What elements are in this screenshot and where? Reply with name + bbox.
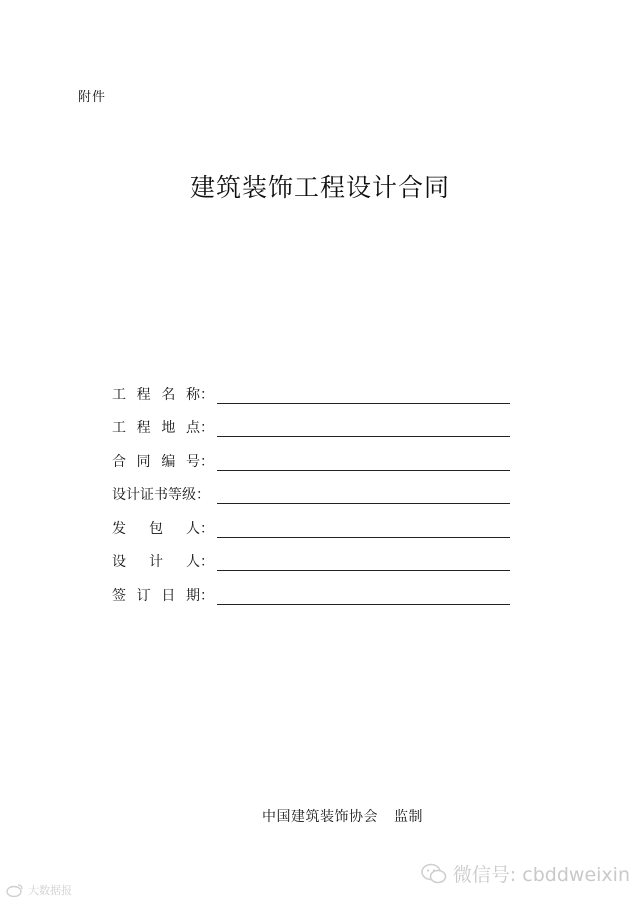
- label-char: 设: [112, 554, 126, 570]
- label-char: 程: [136, 420, 151, 436]
- issuer-role: 监制: [394, 809, 423, 825]
- source-watermark: [6, 882, 72, 898]
- label-char: 订: [136, 587, 151, 604]
- field-label-designer: [112, 553, 214, 571]
- label-char: 签: [112, 587, 126, 604]
- label-char: 程: [136, 386, 151, 403]
- label-char: 人：: [186, 554, 214, 570]
- weibo-icon: [6, 883, 24, 897]
- attachment-label: 附件: [78, 90, 107, 105]
- wechat-icon: [421, 863, 447, 885]
- label-char: 工: [112, 386, 126, 403]
- design-certificate-level-blank[interactable]: [217, 487, 510, 504]
- label-char: 点：: [185, 420, 214, 436]
- label-char: 期：: [185, 587, 214, 604]
- designer-blank[interactable]: [217, 554, 510, 571]
- contract-info-form: [112, 370, 512, 605]
- label-char: 发: [112, 520, 126, 537]
- project-name-blank[interactable]: [217, 387, 510, 404]
- form-row-signing-date: [112, 571, 512, 605]
- form-row-contract-number: [112, 437, 512, 471]
- document-title: 建筑装饰工程设计合同: [189, 173, 450, 202]
- wechat-watermark: [421, 860, 630, 887]
- wechat-id-text: 微信号: cbddweixin: [452, 864, 630, 886]
- field-label-project-location: [112, 419, 214, 437]
- label-char: 编: [161, 453, 176, 470]
- signing-date-blank[interactable]: [217, 588, 510, 605]
- issuer-organization: 中国建筑装饰协会: [262, 809, 378, 825]
- source-text: 大数据报: [28, 884, 72, 897]
- label-char: 号：: [185, 453, 214, 470]
- issuer-line: [262, 806, 423, 826]
- label-char: 日: [161, 587, 176, 604]
- project-location-blank[interactable]: [217, 420, 510, 437]
- form-row-project-location: [112, 404, 512, 438]
- field-label-contract-number: [112, 453, 214, 471]
- form-row-design-certificate-level: [112, 471, 512, 505]
- label-char: 工: [112, 420, 126, 436]
- field-label-client: [112, 520, 214, 538]
- label-char: 名: [161, 386, 176, 403]
- label-char: 设计证书等级：: [112, 487, 210, 503]
- label-char: 人：: [186, 520, 214, 537]
- label-char: 称：: [185, 386, 214, 403]
- label-char: 计: [149, 554, 163, 570]
- field-label-project-name: [112, 386, 214, 404]
- client-blank[interactable]: [217, 521, 510, 538]
- form-row-designer: [112, 538, 512, 572]
- label-char: 同: [136, 453, 151, 470]
- form-row-client: [112, 504, 512, 538]
- field-label-design-certificate-level: [112, 486, 214, 504]
- field-label-signing-date: [112, 587, 214, 605]
- label-char: 包: [149, 520, 163, 537]
- label-char: 合: [112, 453, 126, 470]
- label-char: 地: [161, 420, 176, 436]
- form-row-project-name: [112, 370, 512, 404]
- contract-number-blank[interactable]: [217, 454, 510, 471]
